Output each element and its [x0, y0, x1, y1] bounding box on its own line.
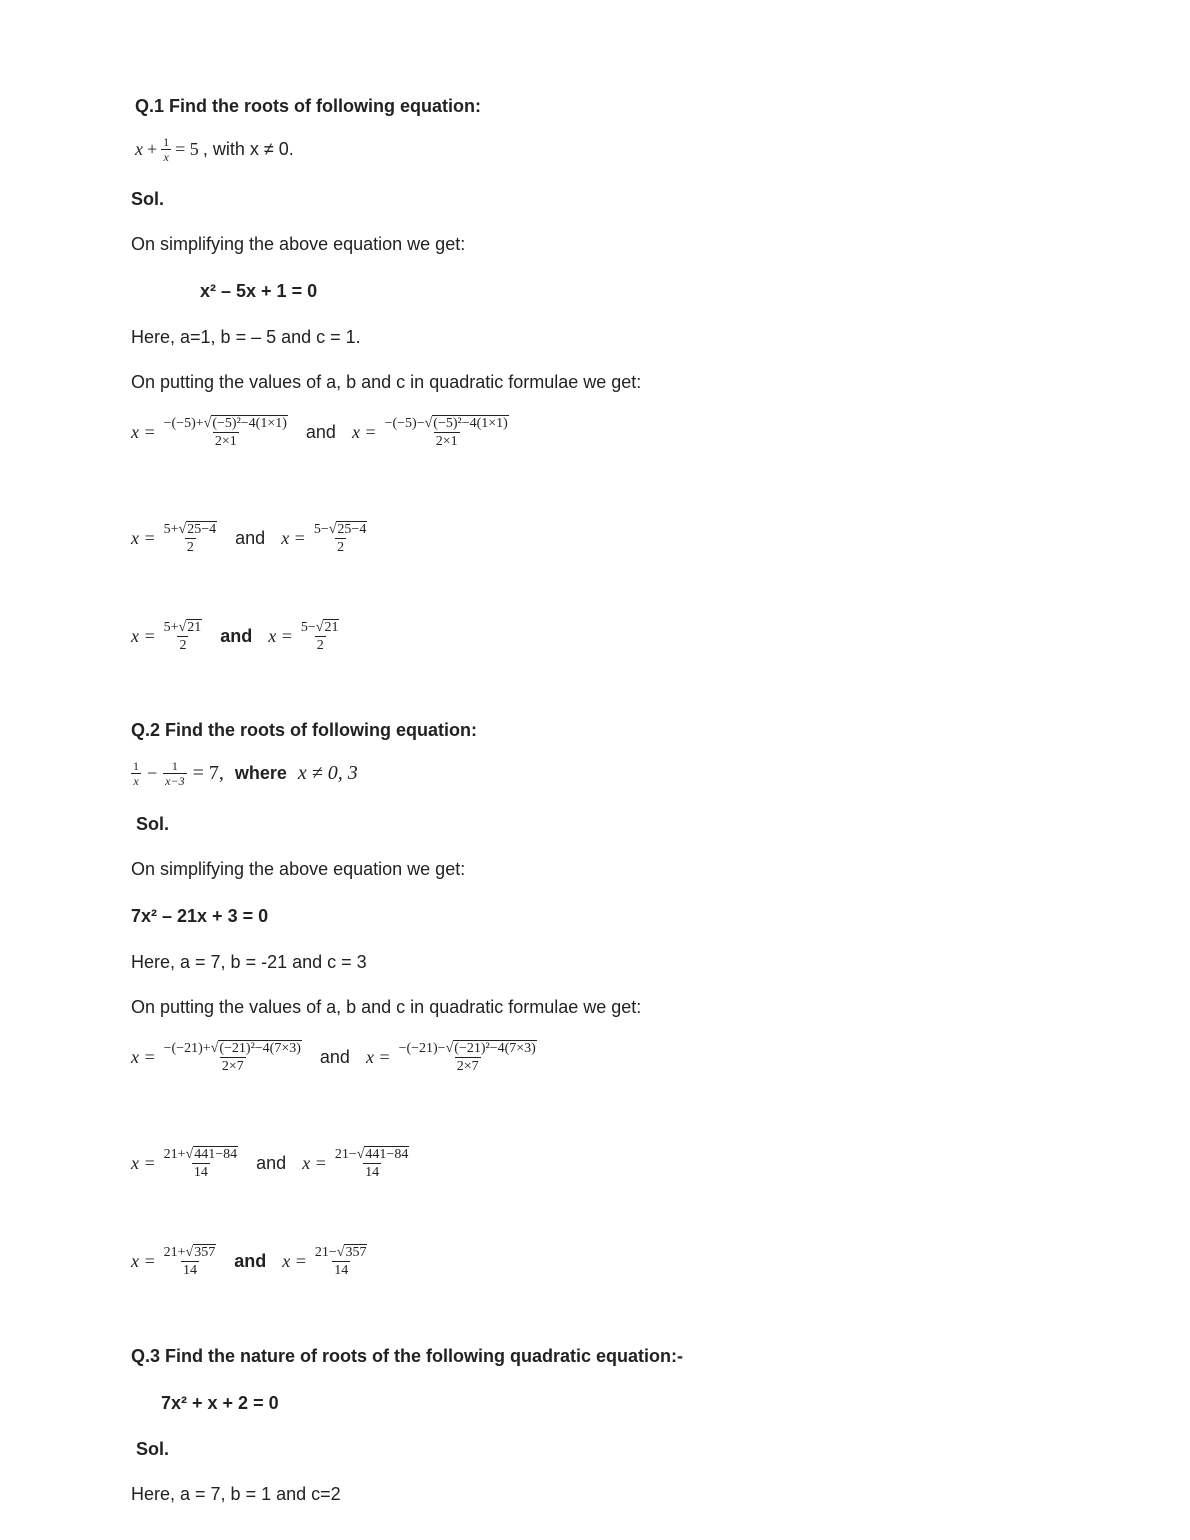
q2-step1-frac2: [397, 1041, 539, 1074]
q1-step3-num1: [162, 620, 205, 636]
q2-step3-num1: [162, 1245, 219, 1261]
q1-putting: On putting the values of a, b and c in quadratic formulae we get:: [131, 372, 642, 392]
q2-title: Q.2 Find the roots of following equation:: [131, 720, 477, 740]
q2-step3-num1-a: 21+√: [163, 1245, 194, 1260]
q1-step2-lhs2: x =: [281, 528, 306, 548]
q1-eq-cond: , with x ≠ 0.: [202, 139, 294, 159]
q1-step1-lhs2: x =: [351, 422, 377, 442]
q1-simplify: On simplifying the above equation we get:: [131, 234, 466, 254]
q2-step3-lhs1: x =: [131, 1251, 156, 1271]
q2-step2-den1: 14: [193, 1165, 208, 1180]
q1-eq-frac-num: 1: [163, 135, 170, 149]
q2-step1-num2-a: −(−21)−√: [398, 1041, 454, 1056]
q1-step1-num1-radicand: (−5)²−4(1×1): [212, 416, 287, 431]
q1-step2-lhs1: x =: [131, 528, 156, 548]
q2-step3-num2: [313, 1245, 370, 1261]
q1-step1-num1-a: −(−5)+√: [163, 416, 212, 431]
q2-step2-frac2: [333, 1147, 412, 1180]
q1-step3-num2-a: 5−√: [300, 620, 324, 635]
q1-step3-frac1: [162, 620, 205, 653]
q2-equation: [131, 760, 358, 787]
q1-step1-den1: 2×1: [214, 434, 237, 449]
q2-step1-den1: 2×7: [221, 1059, 244, 1074]
q2-step3-frac2: [313, 1245, 370, 1278]
q1-sol: Sol.: [131, 189, 165, 209]
q2-step3-num2-a: 21−√: [314, 1245, 345, 1260]
q1-step2-num2: [312, 522, 370, 538]
q2-where: where: [229, 763, 292, 783]
q2-step2-den2: 14: [365, 1165, 380, 1180]
q2-step2-num1-radicand: 441−84: [194, 1147, 238, 1162]
q1-step3-den2: 2: [316, 638, 324, 653]
q1-step1-frac1: [162, 416, 290, 449]
q1-step3-lhs1: x =: [131, 626, 156, 646]
q1-step3-lhs2: x =: [268, 626, 293, 646]
q1-step1-num2-radicand: (−5)²−4(1×1): [433, 416, 508, 431]
q1-equation: [135, 136, 294, 163]
q2-step2-num2-radicand: 441−84: [365, 1147, 409, 1162]
q1-title: Q.1 Find the roots of following equation:: [135, 96, 481, 116]
q1-step3-den1: 2: [179, 638, 187, 653]
q2-step1-lhs1: x =: [131, 1047, 156, 1067]
q3-sol: Sol.: [136, 1439, 170, 1459]
q1-step3-num1-radicand: 21: [187, 620, 202, 635]
q1-step3-num2-radicand: 21: [324, 620, 339, 635]
q1-step1-den2: 2×1: [435, 434, 458, 449]
q1-step1-lhs1: x =: [131, 422, 156, 442]
q2-step3-frac1: [162, 1245, 219, 1278]
q1-step2-and: and: [235, 528, 266, 548]
q1-step3-num2: [299, 620, 342, 636]
q1-step2-den2: 2: [337, 540, 345, 555]
q2-step1-num1: [162, 1041, 304, 1057]
q2-simplify: On simplifying the above equation we get:: [131, 859, 466, 879]
q2-step3-lhs2: x =: [282, 1251, 307, 1271]
q2-cond: x ≠ 0, 3: [297, 762, 358, 784]
q1-step2-num1-a: 5+√: [163, 522, 187, 537]
q2-frac1-den: x: [133, 774, 139, 788]
q1-step1-frac2: [383, 416, 511, 449]
q3-equation: 7x² + x + 2 = 0: [161, 1393, 279, 1413]
q1-simplified: x² – 5x + 1 = 0: [200, 281, 318, 301]
q1-eq-x: x: [135, 139, 143, 159]
q2-sol: Sol.: [136, 814, 170, 834]
q1-step3-and: and: [220, 626, 253, 646]
q1-step2-num2-a: 5−√: [313, 522, 337, 537]
q2-frac2-num: 1: [171, 759, 178, 773]
q1-step2-frac2: [312, 522, 370, 555]
q2-rhs: = 7,: [192, 762, 224, 784]
q1-step1-num2: [383, 416, 511, 432]
q2-step3-num2-radicand: 357: [345, 1245, 367, 1260]
q2-simplified: 7x² – 21x + 3 = 0: [131, 906, 269, 926]
q2-step3-den2: 14: [334, 1263, 349, 1278]
q1-step3-frac2: [299, 620, 342, 653]
q3-here: Here, a = 7, b = 1 and c=2: [131, 1484, 341, 1504]
q1-here: Here, a=1, b = – 5 and c = 1.: [131, 327, 361, 347]
q2-step2-lhs2: x =: [302, 1153, 327, 1173]
q2-step1-den2: 2×7: [456, 1059, 479, 1074]
q1-step2-num2-radicand: 25−4: [337, 522, 367, 537]
q1-step2-num1-radicand: 25−4: [187, 522, 217, 537]
q1-step2-frac1: [162, 522, 220, 555]
q2-step2-num1-a: 21+√: [163, 1147, 194, 1162]
q1-step1-num2-a: −(−5)−√: [384, 416, 433, 431]
q1-eq-fraction: [161, 136, 171, 163]
q2-step3-and: and: [234, 1251, 267, 1271]
q2-step1-num2: [397, 1041, 539, 1057]
q2-step2: [131, 1147, 411, 1180]
q1-step1: [131, 416, 511, 449]
q2-frac2-den: x−3: [165, 774, 185, 788]
q2-step1-num1-radicand: (−21)²−4(7×3): [219, 1041, 301, 1056]
q2-step2-lhs1: x =: [131, 1153, 156, 1173]
q3-title: Q.3 Find the nature of roots of the following quadratic equation:-: [131, 1346, 683, 1366]
q2-step2-num1: [162, 1147, 241, 1163]
q1-step1-and: and: [305, 422, 336, 442]
q2-step2-and: and: [256, 1153, 287, 1173]
q1-step2-num1: [162, 522, 220, 538]
q2-step2-num2: [333, 1147, 412, 1163]
q2-frac1: [131, 760, 141, 787]
q2-here: Here, a = 7, b = -21 and c = 3: [131, 952, 367, 972]
q2-minus: −: [147, 763, 158, 783]
q1-step2: [131, 522, 369, 555]
q1-step2-den1: 2: [186, 540, 194, 555]
q2-step2-frac1: [162, 1147, 241, 1180]
q2-frac1-num: 1: [133, 759, 139, 773]
q2-step1-lhs2: x =: [365, 1047, 391, 1067]
q2-step3-den1: 14: [182, 1263, 197, 1278]
q2-step1: [131, 1041, 539, 1074]
q1-step3: [131, 620, 341, 653]
q2-step3-num1-radicand: 357: [194, 1245, 216, 1260]
q2-step1-num2-radicand: (−21)²−4(7×3): [454, 1041, 536, 1056]
q1-step3-num1-a: 5+√: [163, 620, 187, 635]
q1-eq-rhs: = 5: [175, 139, 199, 159]
q2-step3: [131, 1245, 369, 1278]
q2-step1-frac1: [162, 1041, 304, 1074]
q2-step2-num2-a: 21−√: [334, 1147, 365, 1162]
q1-eq-frac-den: x: [163, 150, 169, 164]
q1-eq-plus: +: [147, 139, 158, 159]
q2-step1-num1-a: −(−21)+√: [163, 1041, 219, 1056]
q1-step1-num1: [162, 416, 290, 432]
q2-putting: On putting the values of a, b and c in quadratic formulae we get:: [131, 997, 642, 1017]
q2-step1-and: and: [319, 1047, 350, 1067]
q2-frac2: [163, 760, 186, 787]
